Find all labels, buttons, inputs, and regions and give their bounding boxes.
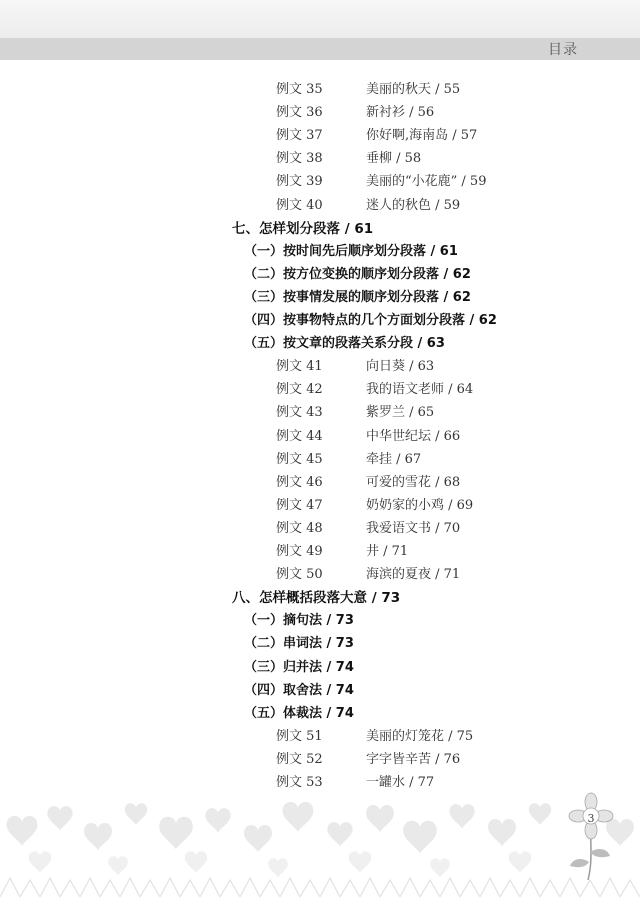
toc-example-title: 奶奶家的小鸡 / 69: [366, 497, 474, 513]
toc-chapter-heading: 八、怎样概括段落大意 / 73: [232, 590, 401, 607]
toc-example-entry: [276, 171, 486, 193]
heart-decoration: [0, 790, 640, 897]
toc-example-number: 例文 36: [276, 105, 323, 121]
toc-example-title: 新衬衫 / 56: [366, 105, 435, 121]
toc-example-number: 例文 47: [276, 497, 323, 513]
toc-example-number: 例文 41: [276, 359, 323, 375]
toc-section-entry: （二）串词法 / 73: [244, 636, 354, 652]
toc-example-title: 海滨的夏夜 / 71: [366, 567, 461, 583]
toc-example-entry: [276, 379, 473, 401]
toc-example-number: 例文 35: [276, 82, 323, 97]
toc-example-entry: [276, 148, 421, 170]
toc-example-entry: [276, 195, 460, 217]
toc-example-number: 例文 49: [276, 544, 323, 559]
toc-example-number: 例文 50: [276, 567, 323, 583]
toc-example-entry: [276, 402, 434, 424]
header-bar: [0, 38, 640, 60]
toc-example-number: 例文 52: [276, 751, 323, 767]
page-number: 3: [587, 812, 595, 825]
toc-example-entry: [276, 749, 460, 771]
toc-example-entry: [276, 102, 434, 124]
toc-example-title: 美丽的秋天 / 55: [366, 82, 461, 97]
toc-example-entry: [276, 564, 460, 586]
toc-section-entry: （一）摘句法 / 73: [244, 613, 354, 629]
toc-example-number: 例文 53: [276, 775, 323, 790]
toc-example-title: 你好啊,海南岛 / 57: [366, 128, 478, 144]
toc-example-title: 可爱的雪花 / 68: [366, 474, 461, 490]
toc-example-entry: [276, 449, 421, 471]
toc-section-entry: （五）体裁法 / 74: [244, 705, 354, 721]
toc-example-title: 垂柳 / 58: [366, 151, 422, 167]
toc-example-title: 我爱语文书 / 70: [366, 520, 461, 536]
toc-chapter-heading: 七、怎样划分段落 / 61: [232, 220, 374, 237]
toc-example-title: 向日葵 / 63: [366, 359, 435, 375]
toc-example-title: 字字皆辛苦 / 76: [366, 751, 461, 767]
toc-example-number: 例文 51: [276, 728, 323, 744]
toc-example-entry: [276, 518, 460, 540]
toc-example-title: 美丽的灯笼花 / 75: [366, 728, 474, 744]
toc-example-title: 美丽的“小花鹿” / 59: [366, 174, 487, 190]
toc-example-entry: [276, 356, 434, 378]
toc-example-title: 牵挂 / 67: [366, 451, 422, 467]
toc-example-entry: [276, 472, 460, 494]
toc-example-entry: [276, 125, 477, 147]
toc-example-number: 例文 39: [276, 174, 323, 190]
toc-example-entry: [276, 726, 473, 748]
toc-example-number: 例文 45: [276, 451, 323, 467]
toc-section-entry: （三）按事情发展的顺序划分段落 / 62: [244, 289, 471, 305]
toc-example-title: 我的语文老师 / 64: [366, 382, 474, 398]
toc-example-number: 例文 46: [276, 474, 323, 490]
toc-section-entry: （二）按方位变换的顺序划分段落 / 62: [244, 266, 471, 282]
toc-example-entry: [276, 426, 460, 448]
toc-example-number: 例文 44: [276, 428, 323, 444]
toc-example-title: 迷人的秋色 / 59: [366, 197, 461, 213]
toc-example-title: 中华世纪坛 / 66: [366, 428, 461, 444]
toc-example-number: 例文 48: [276, 520, 323, 536]
toc-example-number: 例文 37: [276, 128, 323, 144]
toc-example-title: 井 / 71: [366, 544, 409, 559]
toc-section-entry: （四）按事物特点的几个方面划分段落 / 62: [244, 313, 497, 328]
toc-section-entry: （五）按文章的段落关系分段 / 63: [244, 336, 445, 352]
toc-example-number: 例文 40: [276, 197, 323, 213]
toc-example-entry: [276, 495, 473, 517]
page-header-title: 目录: [548, 42, 578, 58]
toc-example-entry: [276, 541, 408, 563]
top-band: [0, 0, 640, 38]
toc-example-number: 例文 43: [276, 405, 323, 421]
toc-example-entry: [276, 79, 460, 101]
toc-example-title: 紫罗兰 / 65: [366, 405, 435, 421]
toc-example-title: 一罐水 / 77: [366, 775, 435, 790]
flower-icon: [569, 793, 613, 880]
toc-example-number: 例文 42: [276, 382, 323, 398]
toc-section-entry: （一）按时间先后顺序划分段落 / 61: [244, 243, 458, 259]
toc-section-entry: （四）取舍法 / 74: [244, 682, 354, 698]
toc-section-entry: （三）归并法 / 74: [244, 659, 354, 675]
toc-example-number: 例文 38: [276, 151, 323, 167]
